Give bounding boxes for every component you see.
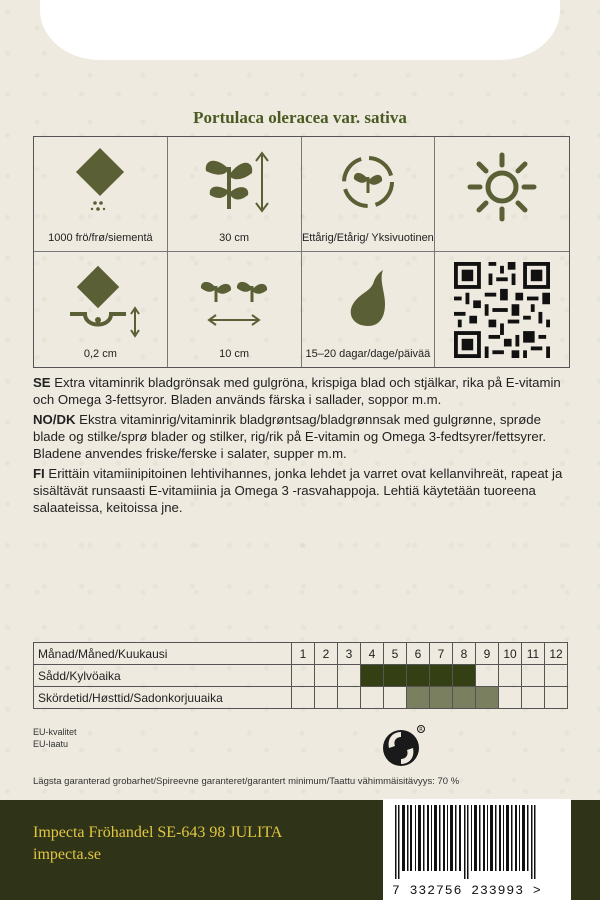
month-cell: 2 xyxy=(315,643,338,665)
sowing-calendar xyxy=(33,642,568,709)
month-cell: 12 xyxy=(545,643,568,665)
eu-quality-line: EU-laatu xyxy=(33,739,69,749)
harvest-month-cell xyxy=(453,687,476,709)
harvest-month-cell xyxy=(384,687,407,709)
calendar-header-row xyxy=(34,643,568,665)
sowing-month-cell xyxy=(499,665,522,687)
info-cell-sun xyxy=(435,137,569,252)
plant-height-icon xyxy=(194,147,274,217)
sowing-depth-label: 0,2 cm xyxy=(83,348,117,360)
harvest-month-cell xyxy=(361,687,384,709)
svg-text:R: R xyxy=(419,727,423,733)
seed-packet-icon xyxy=(65,147,135,217)
description-text: Erittäin vitamiinipitoinen lehtivihannes, jonka lehdet ja varret ovat kellanvihreät, rapeat ja sisältävät runsaasti E-vitamiinia ja Omega 3 -rasvahappoja. Lehtiä käytetään tuoreena salaateissa, keitoissa jne. xyxy=(33,466,563,515)
lang-code: SE xyxy=(33,375,51,390)
sowing-month-cell xyxy=(407,665,430,687)
harvest-month-cell xyxy=(476,687,499,709)
company-website[interactable]: impecta.se xyxy=(33,846,101,863)
harvest-month-cell xyxy=(522,687,545,709)
harvest-label: Skördetid/Høsttid/Sadonkorjuuaika xyxy=(34,687,292,709)
sowing-month-cell xyxy=(453,665,476,687)
harvest-month-cell xyxy=(315,687,338,709)
info-cell-plant-height xyxy=(168,137,302,252)
germination-icon xyxy=(333,262,403,332)
sowing-label: Sådd/Kylvöaika xyxy=(34,665,292,687)
sowing-month-cell xyxy=(338,665,361,687)
lifecycle-label: Ettårig/Etårig/ Yksivuotinen xyxy=(301,232,434,244)
hang-hole xyxy=(40,0,560,60)
plant-spacing-label: 10 cm xyxy=(219,348,250,360)
company-address: Impecta Fröhandel SE-643 98 JULITA xyxy=(33,824,283,841)
green-dot-recycling-icon xyxy=(381,724,425,768)
month-cell: 9 xyxy=(476,643,499,665)
month-cell: 6 xyxy=(407,643,430,665)
icon-grid xyxy=(33,136,570,368)
barcode-bars xyxy=(383,799,571,879)
description-text: Ekstra vitaminrig/vitaminrik bladgrøntsag/bladgrønnsak med gulgrønne, sprøde blade og stilke/sprø blader og stilker, rig/rik på E-vitamin og Omega 3-fedtsyrer/fettsyrer. Bladene anvendes friske/ferske i salater, supper m.m. xyxy=(33,412,547,461)
sowing-month-cell xyxy=(522,665,545,687)
eu-quality-line: EU-kvalitet xyxy=(33,727,77,737)
company-info xyxy=(33,822,282,866)
harvest-month-cell xyxy=(499,687,522,709)
lifecycle-icon xyxy=(333,147,403,217)
description-text: Extra vitaminrik bladgrönsak med gulgröna, krispiga blad och stjälkar, rika på E-vitamin och Omega 3-fettsyror. Bladen används färska i sallader, soppor m.m. xyxy=(33,375,561,407)
month-cell: 10 xyxy=(499,643,522,665)
month-cell: 5 xyxy=(384,643,407,665)
harvest-month-cell xyxy=(545,687,568,709)
seed-count-label: 1000 frö/frø/siementä xyxy=(48,232,153,244)
month-cell: 3 xyxy=(338,643,361,665)
qr-code-icon[interactable] xyxy=(454,262,550,358)
plant-spacing-icon xyxy=(194,262,274,332)
description-no-dk xyxy=(33,411,568,462)
month-cell: 7 xyxy=(430,643,453,665)
plant-height-label: 30 cm xyxy=(219,232,250,244)
month-label: Månad/Måned/Kuukausi xyxy=(34,643,292,665)
barcode-number: 7 332756 233993 > xyxy=(392,883,542,898)
info-cell-plant-spacing xyxy=(168,252,302,367)
sowing-month-cell xyxy=(292,665,315,687)
month-cell: 1 xyxy=(292,643,315,665)
sowing-month-cell xyxy=(430,665,453,687)
eu-quality xyxy=(33,726,77,750)
harvest-month-cell xyxy=(338,687,361,709)
sowing-month-cell xyxy=(361,665,384,687)
description-block xyxy=(33,374,568,519)
sowing-month-cell xyxy=(315,665,338,687)
month-cell: 8 xyxy=(453,643,476,665)
description-se xyxy=(33,374,568,408)
germination-guarantee: Lägsta garanterad grobarhet/Spireevne garanteret/garantert minimum/Taattu vähimmäisitävyys: 70 % xyxy=(33,776,460,787)
harvest-month-cell xyxy=(407,687,430,709)
info-cell-lifecycle xyxy=(302,137,436,252)
calendar-row-harvest xyxy=(34,687,568,709)
latin-name: Portulaca oleracea var. sativa xyxy=(193,108,407,127)
month-cell: 4 xyxy=(361,643,384,665)
info-cell-sowing-depth xyxy=(34,252,168,367)
sowing-month-cell xyxy=(476,665,499,687)
lang-code: FI xyxy=(33,466,45,481)
lang-code: NO/DK xyxy=(33,412,76,427)
sowing-month-cell xyxy=(384,665,407,687)
sowing-month-cell xyxy=(545,665,568,687)
description-fi xyxy=(33,465,568,516)
germination-label: 15–20 dagar/dage/päivää xyxy=(305,348,431,360)
info-cell-germination xyxy=(302,252,436,367)
month-cell: 11 xyxy=(522,643,545,665)
harvest-month-cell xyxy=(430,687,453,709)
sun-icon xyxy=(462,147,542,227)
sowing-depth-icon xyxy=(55,262,145,342)
info-cell-qr xyxy=(435,252,569,367)
harvest-month-cell xyxy=(292,687,315,709)
info-cell-seed-count xyxy=(34,137,168,252)
calendar-row-sowing xyxy=(34,665,568,687)
